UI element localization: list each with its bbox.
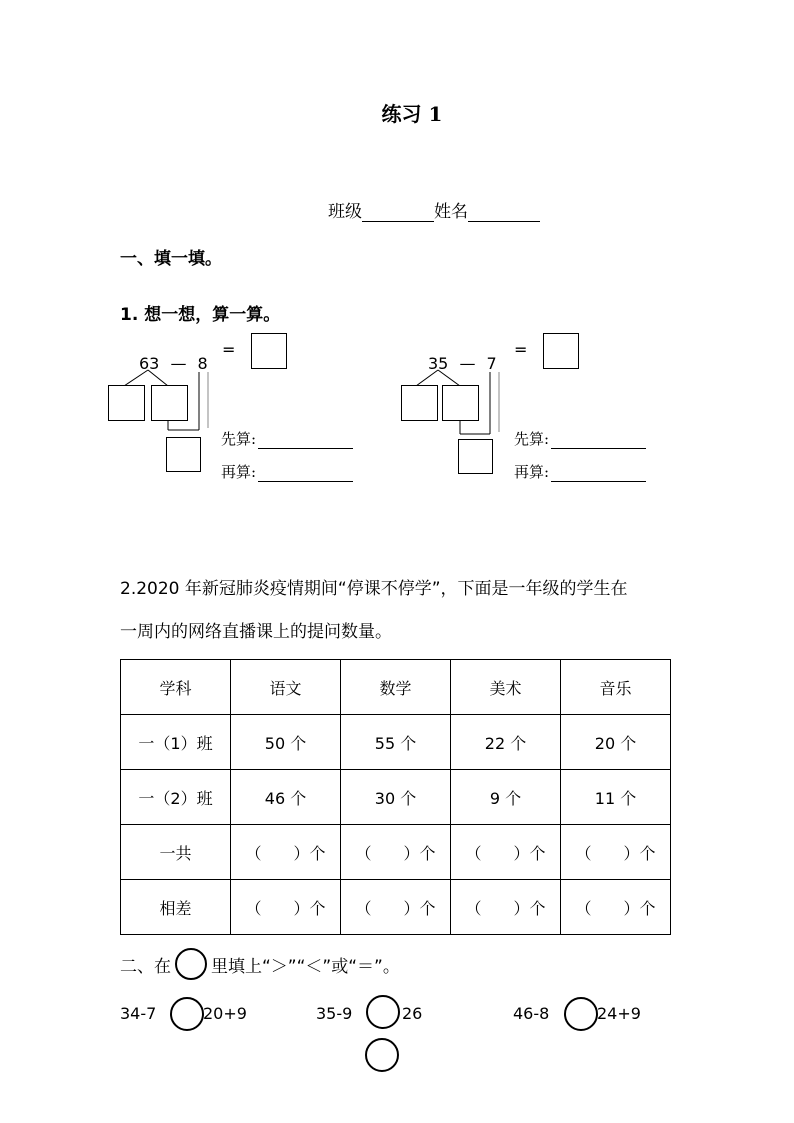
problem-1-right: 8 (197, 354, 208, 373)
problem-1-split-box-a[interactable] (108, 385, 145, 421)
problem-2-split-box-b[interactable] (442, 385, 479, 421)
table-cell: 50 个 (231, 715, 341, 770)
problem-2-op: — (459, 354, 476, 373)
circle-icon (175, 948, 207, 980)
question-2-line-2: 一周内的网络直播课上的提问数量。 (120, 622, 392, 642)
table-row (121, 825, 671, 880)
comparison-2-right: 26 (402, 1004, 423, 1023)
comparison-1-left: 34-7 (120, 1004, 157, 1023)
comparison-3-left: 46-8 (513, 1004, 550, 1023)
table-answer-cell[interactable]: （ ）个 (561, 880, 671, 935)
table-answer-cell[interactable]: （ ）个 (341, 825, 451, 880)
table-header-cell: 数学 (341, 660, 451, 715)
table-answer-cell[interactable]: （ ）个 (451, 880, 561, 935)
questions-table (120, 659, 671, 935)
page-title: 练习 1 (381, 102, 443, 126)
problem-1-then-step (221, 461, 353, 482)
table-cell: 30 个 (341, 770, 451, 825)
problem-1-equals: = (222, 340, 236, 359)
problem-2-expression (428, 354, 497, 373)
table-answer-cell[interactable]: （ ）个 (231, 825, 341, 880)
table-cell: 一共 (121, 825, 231, 880)
table-cell: 9 个 (451, 770, 561, 825)
problem-1-then-blank[interactable] (258, 467, 353, 482)
problem-2-left: 35 (428, 354, 449, 373)
table-header-row (121, 660, 671, 715)
table-header-cell: 学科 (121, 660, 231, 715)
question-2-line-1: 2.2020 年新冠肺炎疫情期间“停课不停学”，下面是一年级的学生在 (120, 579, 628, 599)
table-answer-cell[interactable]: （ ）个 (561, 825, 671, 880)
problem-1-then-label: 再算: (221, 463, 257, 481)
section-2-prefix: 二、在 (120, 956, 171, 977)
problem-2-equals: = (514, 340, 528, 359)
problem-2-answer-box[interactable] (543, 333, 579, 369)
table-answer-cell[interactable]: （ ）个 (341, 880, 451, 935)
comparison-3-circle[interactable] (564, 997, 598, 1031)
table-header-cell: 语文 (231, 660, 341, 715)
problem-2-first-blank[interactable] (551, 434, 646, 449)
table-answer-cell[interactable]: （ ）个 (451, 825, 561, 880)
problem-2-then-step (514, 461, 646, 482)
table-header-cell: 音乐 (561, 660, 671, 715)
problem-1-expression (139, 354, 208, 373)
comparison-1-right: 20+9 (203, 1004, 247, 1023)
table-cell: 11 个 (561, 770, 671, 825)
problem-2-split-box-a[interactable] (401, 385, 438, 421)
problem-1-step-box[interactable] (166, 437, 201, 472)
table-cell: 一（1）班 (121, 715, 231, 770)
comparison-2-circle[interactable] (366, 995, 400, 1029)
problem-2-then-label: 再算: (514, 463, 550, 481)
table-answer-cell[interactable]: （ ）个 (231, 880, 341, 935)
problem-1-first-blank[interactable] (258, 434, 353, 449)
section-2-heading (120, 948, 400, 980)
problem-2-then-blank[interactable] (551, 467, 646, 482)
problem-1-first-step (221, 428, 353, 449)
problem-1-op: — (170, 354, 187, 373)
table-row (121, 880, 671, 935)
problem-2-first-step (514, 428, 646, 449)
question-1: 1. 想一想，算一算。 (120, 305, 281, 325)
name-label: 姓名 (434, 202, 468, 222)
table-row (121, 770, 671, 825)
table-cell: 55 个 (341, 715, 451, 770)
table-cell: 相差 (121, 880, 231, 935)
problem-1-split-box-b[interactable] (151, 385, 188, 421)
problem-2-step-box[interactable] (458, 439, 493, 474)
comparison-3-right: 24+9 (597, 1004, 641, 1023)
table-cell: 46 个 (231, 770, 341, 825)
table-row (121, 715, 671, 770)
section-2-suffix: 里填上“＞”“＜”或“＝”。 (211, 956, 400, 977)
problem-1-answer-box[interactable] (251, 333, 287, 369)
table-header-cell: 美术 (451, 660, 561, 715)
problem-2-right: 7 (486, 354, 497, 373)
problem-2-first-label: 先算: (514, 430, 550, 448)
section-1-heading: 一、填一填。 (120, 249, 222, 269)
comparison-1-circle[interactable] (170, 997, 204, 1031)
problem-1-left: 63 (139, 354, 160, 373)
problem-1-first-label: 先算: (221, 430, 257, 448)
extra-circle[interactable] (365, 1038, 399, 1072)
table-cell: 一（2）班 (121, 770, 231, 825)
comparison-2-left: 35-9 (316, 1004, 353, 1023)
class-label: 班级 (328, 202, 362, 222)
table-cell: 20 个 (561, 715, 671, 770)
table-cell: 22 个 (451, 715, 561, 770)
